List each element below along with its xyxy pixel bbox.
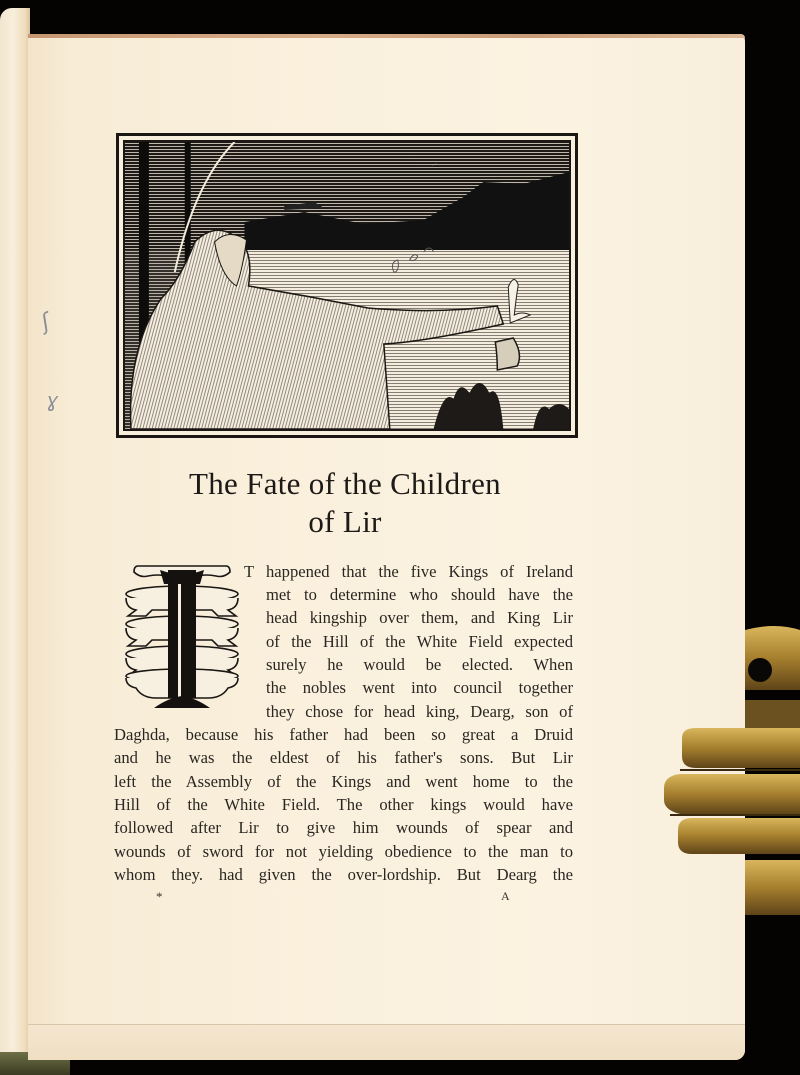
body-text-line: whom they. had given the over-lordship. But Dearg the xyxy=(114,865,573,884)
body-text-line: left the Assembly of the Kings and went home to the xyxy=(114,772,573,791)
body-text-line: of the Hill of the White Field expected xyxy=(266,632,573,651)
first-word-letter: T xyxy=(244,562,255,581)
ornamental-drop-cap xyxy=(120,560,244,712)
chapter-title-line-1: The Fate of the Children xyxy=(189,466,501,501)
page-bottom-fold xyxy=(28,1024,745,1060)
decorated-letter-i-icon xyxy=(120,560,244,712)
pencil-mark-2: ɣ xyxy=(46,388,58,412)
body-text-line: and he was the eldest of his father's sons. But Lir xyxy=(114,748,573,767)
woodcut-illustration xyxy=(116,133,578,438)
body-text-line: happened that the five Kings of Ireland xyxy=(266,562,573,581)
illustration-scene-icon xyxy=(125,142,569,429)
brass-page-clip xyxy=(660,620,800,920)
body-text-line: wounds of sword for not yielding obedience to the man to xyxy=(114,842,573,861)
brass-clip-icon xyxy=(660,620,800,920)
body-text-line: followed after Lir to give him wounds of spear and xyxy=(114,818,573,837)
body-text-line: met to determine who should have the xyxy=(266,585,573,604)
body-text-line: surely he would be elected. When xyxy=(266,655,573,674)
chapter-title xyxy=(130,465,560,541)
body-text-line: they chose for head king, Dearg, son of xyxy=(266,702,573,721)
body-text-line: head kingship over them, and King Lir xyxy=(266,608,573,627)
body-text-line: Hill of the White Field. The other kings would have xyxy=(114,795,573,814)
signature-mark: A xyxy=(501,889,510,903)
footer-asterisk: * xyxy=(156,889,163,904)
chapter-title-line-2: of Lir xyxy=(308,504,382,539)
body-text-line: Daghda, because his father had been so great a Druid xyxy=(114,725,573,744)
page-top-edge xyxy=(28,34,745,38)
body-text-line: the nobles went into council together xyxy=(266,678,573,697)
pencil-mark-1: ʃ xyxy=(37,309,54,336)
